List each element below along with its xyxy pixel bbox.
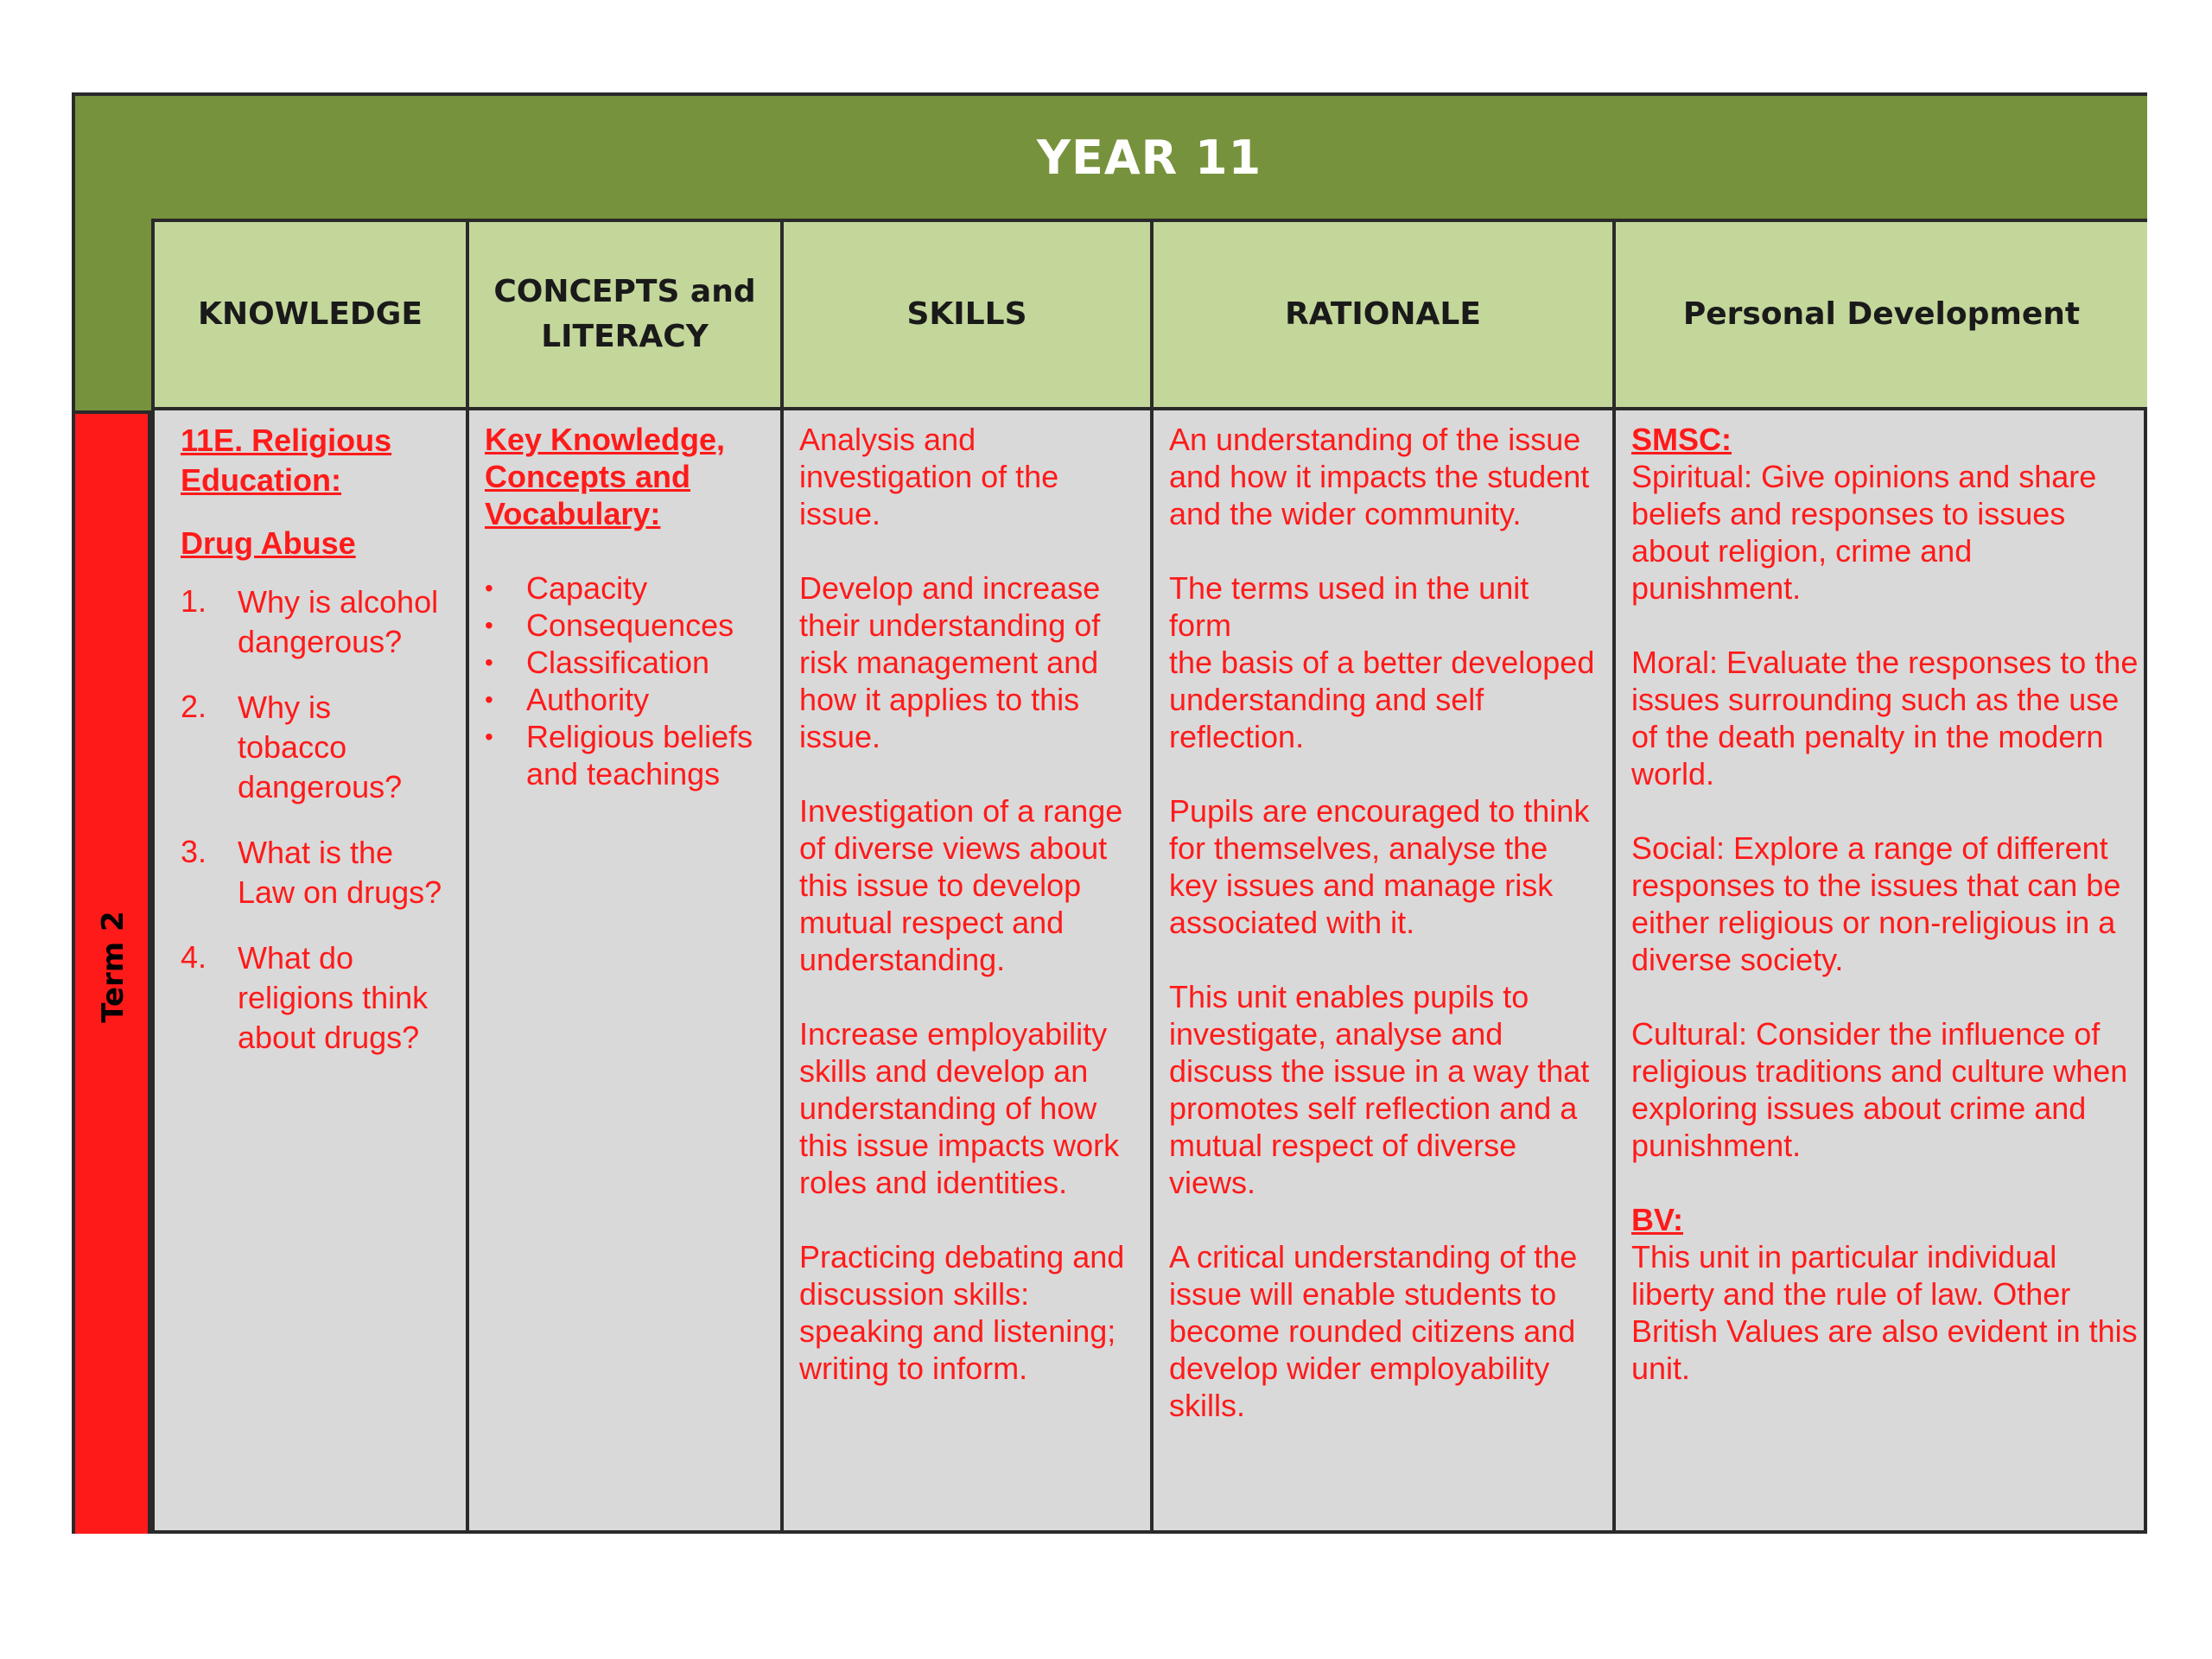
list-item: • Authority bbox=[485, 682, 650, 717]
list-item: 1. Why is alcohol dangerous? bbox=[181, 583, 439, 659]
header-rationale bbox=[1150, 222, 1612, 410]
concepts-heading: Key Knowledge, Concepts and Vocabulary: bbox=[485, 422, 726, 531]
title-bar bbox=[151, 96, 2147, 222]
term-column bbox=[75, 410, 151, 1534]
bv-heading: BV: bbox=[1631, 1202, 1684, 1237]
header-rationale-label: RATIONALE bbox=[1285, 296, 1481, 332]
page-title: YEAR 11 bbox=[1036, 130, 1262, 185]
skills-paragraph: Investigation of a range of diverse views about this issue to develop mutual respect and understanding. bbox=[799, 793, 1123, 977]
rationale-paragraph: The terms used in the unit form the basis of a better developed understanding and self reflection. bbox=[1169, 570, 1595, 754]
rationale-paragraph: This unit enables pupils to investigate, analyse and discuss the issue in a way that promotes self reflection and a mutual respect of diverse views. bbox=[1169, 979, 1590, 1200]
concepts-cell bbox=[466, 410, 780, 1534]
header-knowledge bbox=[151, 222, 466, 410]
header-knowledge-label: KNOWLEDGE bbox=[198, 296, 423, 332]
knowledge-question-list bbox=[181, 582, 452, 1058]
header-skills bbox=[780, 222, 1150, 410]
personal-paragraph: Social: Explore a range of different responses to the issues that can be either religious or non-religious in a diverse society. bbox=[1631, 830, 2121, 977]
skills-paragraph: Increase employability skills and develop an understanding of how this issue impacts work roles and identities. bbox=[799, 1016, 1120, 1200]
knowledge-topic: Drug Abuse bbox=[181, 525, 356, 561]
skills-paragraph: Develop and increase their understanding of risk management and how it applies to this issue. bbox=[799, 570, 1101, 754]
skills-paragraph: Practicing debating and discussion skills: speaking and listening; writing to inform. bbox=[799, 1239, 1125, 1386]
rationale-paragraph: An understanding of the issue and how it impacts the student and the wider community. bbox=[1169, 422, 1590, 531]
list-item: 2. Why is tobacco dangerous? bbox=[181, 689, 403, 804]
list-item: • Capacity bbox=[485, 570, 648, 606]
rationale-cell bbox=[1150, 410, 1612, 1534]
skills-cell bbox=[780, 410, 1150, 1534]
header-personal-label: Personal Development bbox=[1682, 296, 2081, 332]
personal-paragraph: This unit in particular individual liberty and the rule of law. Other British Values are also evident in this unit. bbox=[1631, 1239, 2138, 1386]
curriculum-table bbox=[72, 92, 2147, 1534]
skills-paragraph: Analysis and investigation of the issue. bbox=[799, 422, 1059, 531]
personal-paragraph: Moral: Evaluate the responses to the issues surrounding such as the use of the death penalty in the modern world. bbox=[1631, 645, 2139, 791]
rationale-paragraph: A critical understanding of the issue will enable students to become rounded citizens and develop wider employability skills. bbox=[1169, 1239, 1578, 1423]
corner-cell bbox=[75, 96, 151, 410]
list-item: • Classification bbox=[485, 645, 710, 680]
header-concepts bbox=[466, 222, 780, 410]
list-item: 4. What do religions think about drugs? bbox=[181, 939, 429, 1055]
knowledge-heading: 11E. Religious Education: bbox=[181, 423, 392, 498]
term-label: Term 2 bbox=[96, 911, 130, 1023]
knowledge-cell bbox=[151, 410, 466, 1534]
personal-paragraph: Cultural: Consider the influence of religious traditions and culture when exploring issues about crime and punishment. bbox=[1631, 1016, 2128, 1163]
vocabulary-list bbox=[485, 569, 766, 792]
personal-development-cell bbox=[1612, 410, 2147, 1534]
smsc-heading: SMSC: bbox=[1631, 422, 1732, 457]
header-personal-development bbox=[1612, 222, 2147, 410]
list-item: 3. What is the Law on drugs? bbox=[181, 834, 442, 910]
list-item: • Religious beliefs and teachings bbox=[485, 719, 753, 791]
personal-paragraph: Spiritual: Give opinions and share beliefs and responses to issues about religion, crime and punishment. bbox=[1631, 459, 2097, 606]
list-item: • Consequences bbox=[485, 607, 734, 643]
header-skills-label: SKILLS bbox=[906, 296, 1027, 332]
header-concepts-label: CONCEPTS and LITERACY bbox=[493, 273, 756, 354]
rationale-paragraph: Pupils are encouraged to think for themselves, analyse the key issues and manage risk associated with it. bbox=[1169, 793, 1590, 940]
